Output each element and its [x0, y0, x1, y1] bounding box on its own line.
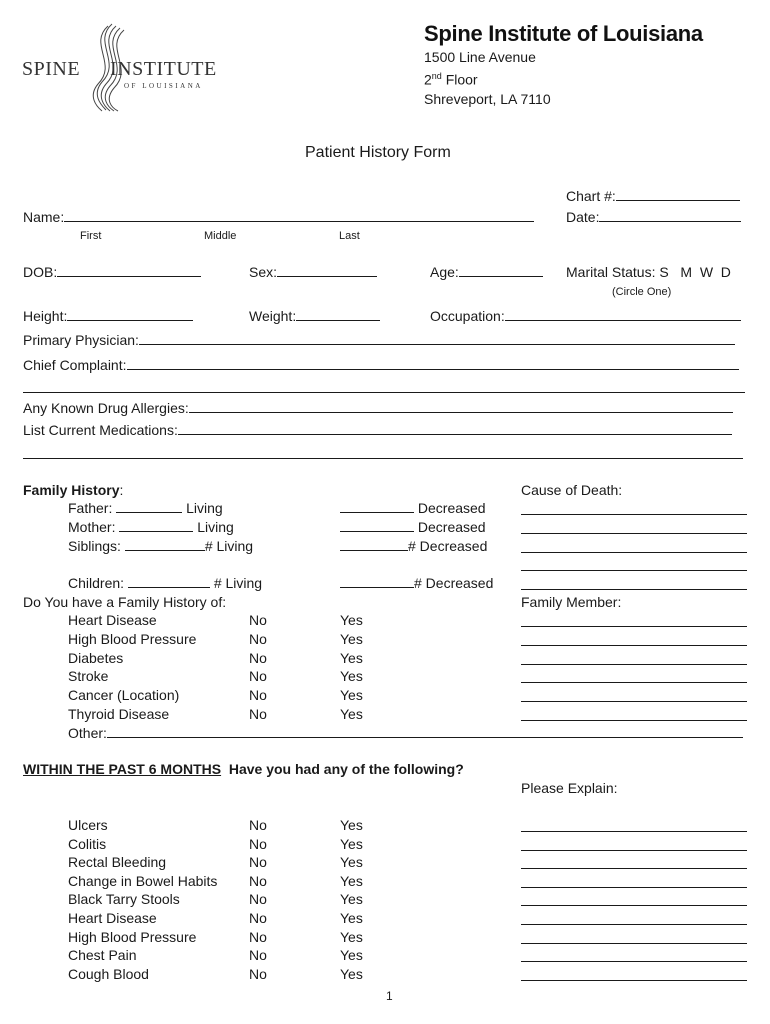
- symptom-label: Rectal Bleeding: [68, 854, 167, 870]
- cause-line-extra[interactable]: [521, 570, 747, 571]
- explain-line[interactable]: [521, 887, 747, 888]
- height-field[interactable]: Height:: [23, 308, 193, 324]
- symptom-label: Black Tarry Stools: [68, 891, 180, 907]
- explain-line[interactable]: [521, 905, 747, 906]
- address-line-3: Shreveport, LA 7110: [424, 90, 551, 107]
- explain-line[interactable]: [521, 831, 747, 832]
- symptom-no-option[interactable]: No: [249, 854, 267, 870]
- org-address: [424, 48, 551, 109]
- condition-no-option[interactable]: No: [249, 668, 267, 684]
- symptom-no-option[interactable]: No: [249, 873, 267, 889]
- symptom-yes-option[interactable]: Yes: [340, 891, 363, 907]
- condition-no-option[interactable]: No: [249, 687, 267, 703]
- name-first-label: First: [80, 230, 102, 242]
- weight-field[interactable]: Weight:: [249, 308, 380, 324]
- symptom-label: Colitis: [68, 836, 107, 852]
- siblings-cause-line[interactable]: [521, 552, 747, 553]
- symptom-label: Cough Blood: [68, 966, 149, 982]
- chief-complaint-line-2[interactable]: [23, 392, 745, 393]
- condition-yes-option[interactable]: Yes: [340, 706, 363, 722]
- condition-no-option[interactable]: No: [249, 706, 267, 722]
- symptom-label: Change in Bowel Habits: [68, 873, 218, 889]
- page-number: 1: [386, 989, 393, 1003]
- explain-line[interactable]: [521, 980, 747, 981]
- date-field[interactable]: Date:: [566, 209, 741, 225]
- family-member-line[interactable]: [521, 664, 747, 665]
- marital-status-field[interactable]: Marital Status: S M W D: [566, 264, 731, 280]
- symptom-no-option[interactable]: No: [249, 836, 267, 852]
- condition-label: Thyroid Disease: [68, 706, 170, 722]
- family-member-label: Family Member:: [521, 594, 622, 610]
- cause-of-death-label: Cause of Death:: [521, 482, 623, 498]
- circle-one-note: (Circle One): [612, 286, 672, 298]
- symptom-label: Heart Disease: [68, 910, 157, 926]
- name-field[interactable]: Name:: [23, 209, 534, 225]
- age-field[interactable]: Age:: [430, 264, 543, 280]
- condition-yes-option[interactable]: Yes: [340, 650, 363, 666]
- symptom-yes-option[interactable]: Yes: [340, 966, 363, 982]
- symptom-yes-option[interactable]: Yes: [340, 854, 363, 870]
- symptom-label: High Blood Pressure: [68, 929, 197, 945]
- explain-line[interactable]: [521, 961, 747, 962]
- primary-physician-field[interactable]: Primary Physician:: [23, 332, 735, 348]
- father-cause-line[interactable]: [521, 514, 747, 515]
- father-decreased[interactable]: Decreased: [340, 500, 486, 516]
- family-history-question: Do You have a Family History of:: [23, 594, 227, 610]
- sex-field[interactable]: Sex:: [249, 264, 377, 280]
- symptom-no-option[interactable]: No: [249, 910, 267, 926]
- form-title: Patient History Form: [305, 144, 451, 161]
- explain-line[interactable]: [521, 850, 747, 851]
- condition-label: Diabetes: [68, 650, 124, 666]
- logo-text-spine: SPINE: [22, 58, 81, 80]
- condition-no-option[interactable]: No: [249, 650, 267, 666]
- father-row[interactable]: Father: Living: [68, 500, 223, 516]
- family-member-line[interactable]: [521, 720, 747, 721]
- current-medications-field[interactable]: List Current Medications:: [23, 422, 732, 438]
- name-last-label: Last: [339, 230, 360, 242]
- symptom-yes-option[interactable]: Yes: [340, 817, 363, 833]
- symptom-yes-option[interactable]: Yes: [340, 873, 363, 889]
- condition-yes-option[interactable]: Yes: [340, 668, 363, 684]
- chart-field[interactable]: Chart #:: [566, 188, 740, 204]
- condition-label: High Blood Pressure: [68, 631, 197, 647]
- drug-allergies-field[interactable]: Any Known Drug Allergies:: [23, 400, 733, 416]
- mother-decreased[interactable]: Decreased: [340, 519, 486, 535]
- condition-label: Cancer (Location): [68, 687, 180, 703]
- other-field[interactable]: Other:: [68, 725, 743, 741]
- family-member-line[interactable]: [521, 682, 747, 683]
- condition-label: Stroke: [68, 668, 109, 684]
- dob-field[interactable]: DOB:: [23, 264, 201, 280]
- symptom-yes-option[interactable]: Yes: [340, 947, 363, 963]
- family-member-line[interactable]: [521, 645, 747, 646]
- children-cause-line[interactable]: [521, 589, 747, 590]
- siblings-decreased[interactable]: # Decreased: [340, 538, 487, 554]
- symptom-no-option[interactable]: No: [249, 929, 267, 945]
- symptom-yes-option[interactable]: Yes: [340, 929, 363, 945]
- symptom-no-option[interactable]: No: [249, 817, 267, 833]
- name-middle-label: Middle: [204, 230, 237, 242]
- occupation-field[interactable]: Occupation:: [430, 308, 741, 324]
- family-member-line[interactable]: [521, 626, 747, 627]
- symptom-yes-option[interactable]: Yes: [340, 836, 363, 852]
- family-history-heading: Family History:: [23, 482, 124, 498]
- symptom-yes-option[interactable]: Yes: [340, 910, 363, 926]
- family-member-line[interactable]: [521, 701, 747, 702]
- chief-complaint-field[interactable]: Chief Complaint:: [23, 357, 739, 373]
- symptom-no-option[interactable]: No: [249, 966, 267, 982]
- condition-yes-option[interactable]: Yes: [340, 687, 363, 703]
- past-six-months-heading: WITHIN THE PAST 6 MONTHS Have you had any of the following?: [23, 761, 464, 777]
- condition-yes-option[interactable]: Yes: [340, 631, 363, 647]
- siblings-row[interactable]: Siblings: # Living: [68, 538, 254, 554]
- children-decreased[interactable]: # Decreased: [340, 575, 493, 591]
- condition-yes-option[interactable]: Yes: [340, 612, 363, 628]
- mother-cause-line[interactable]: [521, 533, 747, 534]
- symptom-label: Chest Pain: [68, 947, 137, 963]
- symptom-no-option[interactable]: No: [249, 947, 267, 963]
- org-name: Spine Institute of Louisiana: [424, 21, 703, 46]
- logo-text-sub: OF LOUISIANA: [124, 82, 203, 90]
- condition-label: Heart Disease: [68, 612, 157, 628]
- address-line-1: 1500 Line Avenue: [424, 49, 536, 65]
- symptom-label: Ulcers: [68, 817, 108, 833]
- explain-line[interactable]: [521, 943, 747, 944]
- explain-line[interactable]: [521, 924, 747, 925]
- please-explain-label: Please Explain:: [521, 780, 618, 796]
- address-line-2: 2nd Floor: [424, 71, 478, 88]
- symptom-no-option[interactable]: No: [249, 891, 267, 907]
- condition-no-option[interactable]: No: [249, 612, 267, 628]
- logo-text-institute: INSTITUTE: [110, 58, 217, 80]
- mother-row[interactable]: Mother: Living: [68, 519, 234, 535]
- explain-line[interactable]: [521, 868, 747, 869]
- medications-line-2[interactable]: [23, 458, 743, 459]
- children-row[interactable]: Children: # Living: [68, 575, 263, 591]
- condition-no-option[interactable]: No: [249, 631, 267, 647]
- logo: [20, 22, 217, 112]
